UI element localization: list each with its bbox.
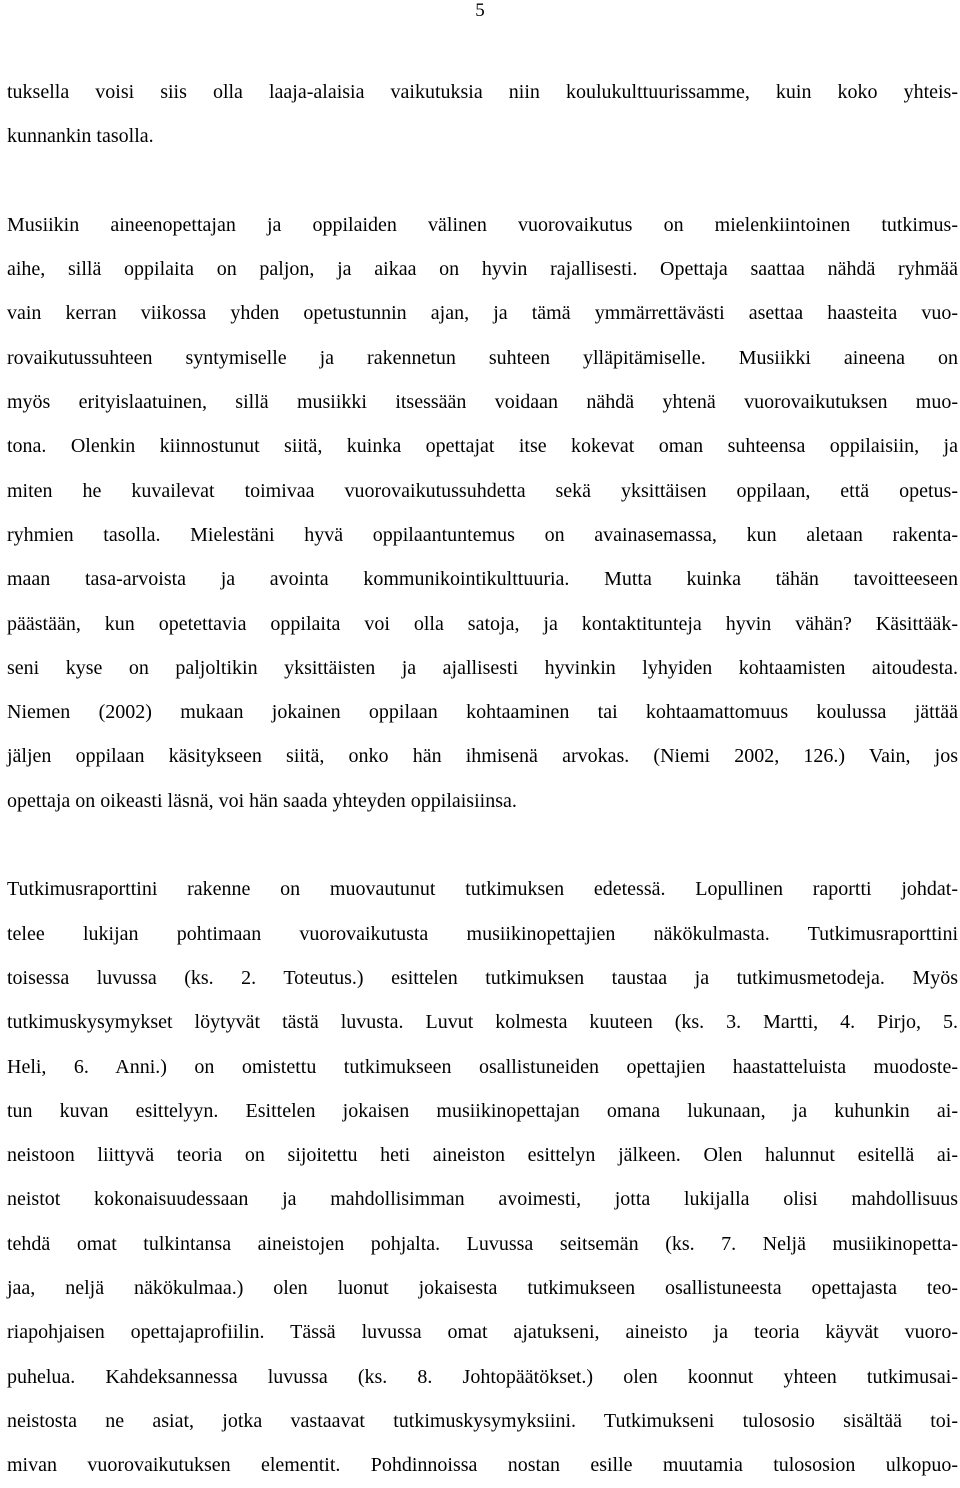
text-line: puhelua. Kahdeksannessa luvussa (ks. 8. Johtopäätökset.) olen koonnut yhteen tutkimusai- — [7, 1365, 958, 1388]
text-line: neistoon liittyvä teoria on sijoitettu heti aineiston esittelyn jälkeen. Olen halunnut esitellä ai- — [7, 1144, 958, 1167]
text-line: mivan vuorovaikutuksen elementit. Pohdinnoissa nostan esille muutamia tulososion ulkopuo- — [7, 1454, 958, 1477]
text-line: aihe, sillä oppilaita on paljon, ja aikaa on hyvin rajallisesti. Opettaja saattaa nähdä ryhmää — [7, 258, 958, 281]
paragraph-gap — [7, 823, 958, 867]
text-line: Niemen (2002) mukaan jokainen oppilaan kohtaaminen tai kohtaamattomuus koulussa jättää — [7, 701, 958, 724]
text-line: tehdä omat tulkintansa aineistojen pohjalta. Luvussa seitsemän (ks. 7. Neljä musiikinopetta- — [7, 1232, 958, 1255]
document-body — [7, 70, 958, 1488]
text-line: telee lukijan pohtimaan vuorovaikutusta musiikinopettajien näkökulmasta. Tutkimusraporttini — [7, 922, 958, 945]
paragraph-2 — [7, 203, 958, 823]
text-line: kunnankin tasolla. — [7, 125, 154, 148]
text-line: tutkimuskysymykset löytyvät tästä luvusta. Luvut kolmesta kuuteen (ks. 3. Martti, 4. Pirjo, 5. — [7, 1011, 958, 1034]
text-line: myös erityislaatuinen, sillä musiikki itsessään voidaan nähdä yhtenä vuorovaikutuksen muo- — [7, 391, 958, 414]
text-line: päästään, kun opetettavia oppilaita voi olla satoja, ja kontaktitunteja hyvin vähän? Käsittääk- — [7, 612, 958, 635]
page-number: 5 — [475, 0, 485, 21]
text-line: tuksella voisi siis olla laaja-alaisia vaikutuksia niin koulukulttuurissamme, kuin koko yhteis- — [7, 81, 958, 103]
text-line: ryhmien tasolla. Mielestäni hyvä oppilaantuntemus on avainasemassa, kun aletaan rakenta- — [7, 523, 958, 546]
text-line: Heli, 6. Anni.) on omistettu tutkimukseen osallistuneiden opettajien haastatteluista muodoste- — [7, 1055, 958, 1078]
text-line: miten he kuvailevat toimivaa vuorovaikutussuhdetta sekä yksittäisen oppilaan, että opetus- — [7, 479, 958, 502]
paragraph-3 — [7, 867, 958, 1487]
paragraph-gap — [7, 159, 958, 203]
text-line: tun kuvan esittelyyn. Esittelen jokaisen musiikinopettajan omana lukunaan, ja kuhunkin ai- — [7, 1099, 958, 1122]
text-line: maan tasa-arvoista ja avointa kommunikointikulttuuria. Mutta kuinka tähän tavoitteeseen — [7, 568, 958, 591]
text-line: opettaja on oikeasti läsnä, voi hän saada yhteyden oppilaisiinsa. — [7, 789, 517, 812]
text-line: toisessa luvussa (ks. 2. Toteutus.) esittelen tutkimuksen taustaa ja tutkimusmetodeja. Myös — [7, 966, 958, 989]
text-line: riapohjaisen opettajaprofiilin. Tässä luvussa omat ajatukseni, aineisto ja teoria käyvät vuoro- — [7, 1321, 958, 1344]
text-line: jäljen oppilaan käsitykseen siitä, onko hän ihmisenä arvokas. (Niemi 2002, 126.) Vain, jos — [7, 745, 958, 768]
text-line: rovaikutussuhteen syntymiselle ja rakennetun suhteen ylläpitämiselle. Musiikki aineena on — [7, 346, 958, 369]
text-line: neistot kokonaisuudessaan ja mahdollisimman avoimesti, jotta lukijalla olisi mahdollisuus — [7, 1188, 958, 1211]
text-line: seni kyse on paljoltikin yksittäisten ja ajallisesti hyvinkin lyhyiden kohtaamisten aitoudesta. — [7, 656, 958, 679]
paragraph-1 — [7, 70, 958, 159]
text-line: neistosta ne asiat, jotka vastaavat tutkimuskysymyksiini. Tutkimukseni tulososio sisältää toi- — [7, 1409, 958, 1432]
text-line: tona. Olenkin kiinnostunut siitä, kuinka opettajat itse kokevat oman suhteensa oppilaisiin, ja — [7, 435, 958, 458]
text-line: Musiikin aineenopettajan ja oppilaiden välinen vuorovaikutus on mielenkiintoinen tutkimus- — [7, 213, 958, 236]
text-line: jaa, neljä näkökulmaa.) olen luonut jokaisesta tutkimukseen osallistuneesta opettajasta teo- — [7, 1277, 958, 1300]
text-line: vain kerran viikossa yhden opetustunnin ajan, ja tämä ymmärrettävästi asettaa haasteita vuo- — [7, 302, 958, 325]
text-line: Tutkimusraporttini rakenne on muovautunut tutkimuksen edetessä. Lopullinen raportti johdat- — [7, 878, 958, 901]
